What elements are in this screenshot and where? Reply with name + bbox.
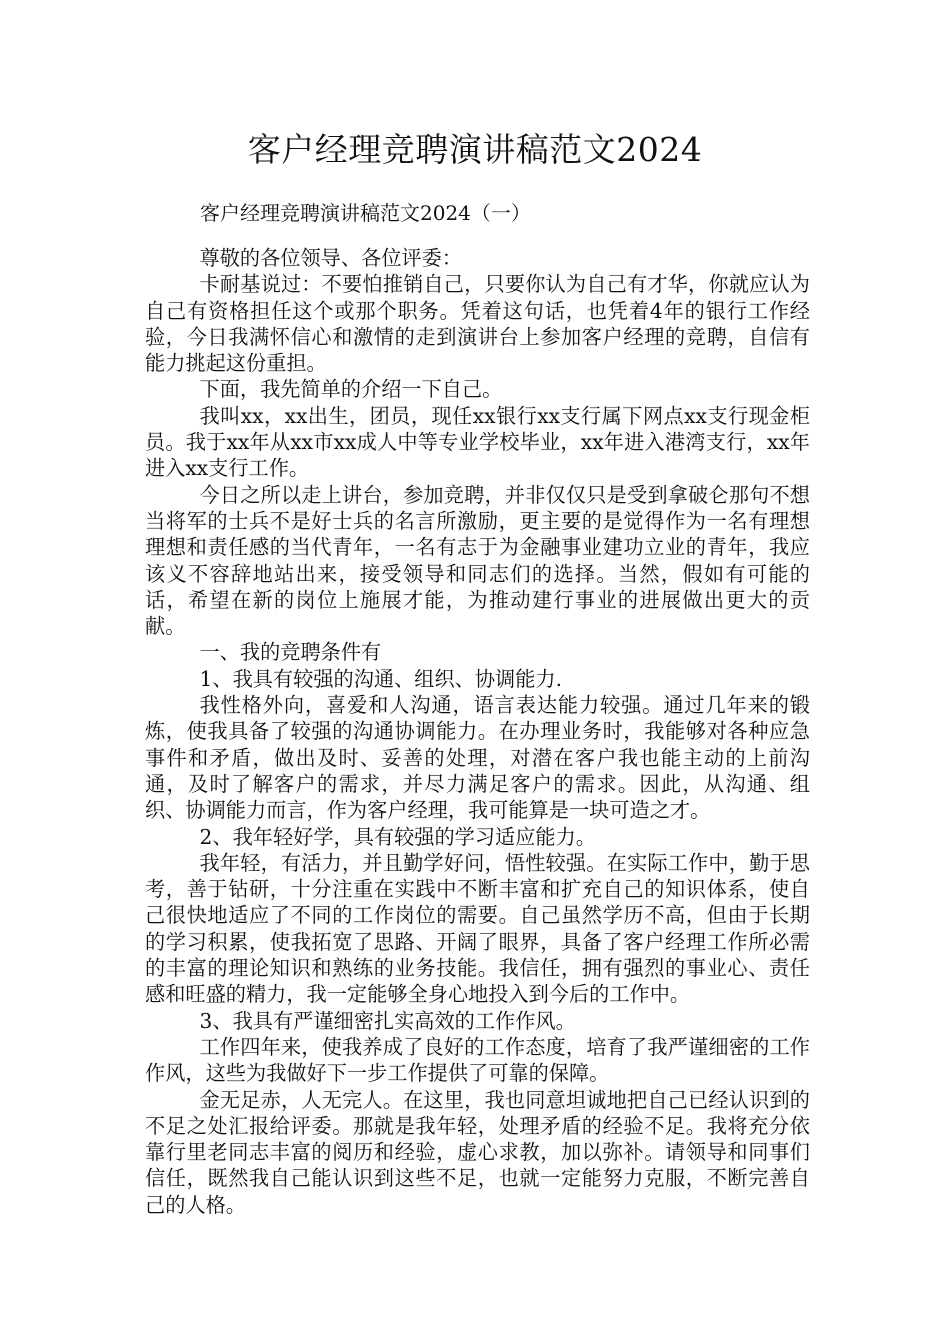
paragraph-self-intro: 我叫xx，xx出生，团员，现任xx银行xx支行属下网点xx支行现金柜员。我于xx年从xx市xx成人中等专业学校毕业，xx年进入港湾支行，xx年进入xx支行工作。 <box>145 403 810 481</box>
paragraph-communication: 我性格外向，喜爱和人沟通，语言表达能力较强。通过几年来的锻炼，使我具备了较强的沟通协调能力。在办理业务时，我能够对各种应急事件和矛盾，做出及时、妥善的处理，对潜在客户我也能主动的上前沟通，及时了解客户的需求，并尽力满足客户的需求。因此，从沟通、组织、协调能力而言，作为客户经理，我可能算是一块可造之才。 <box>145 693 810 823</box>
document-body <box>145 245 810 1218</box>
item-heading-communication: 1、我具有较强的沟通、组织、协调能力. <box>199 666 562 691</box>
paragraph-salutation: 尊敬的各位领导、各位评委： <box>199 246 462 270</box>
item-heading-work-style: 3、我具有严谨细密扎实高效的工作作风。 <box>199 1008 576 1033</box>
paragraph-motivation: 今日之所以走上讲台，参加竞聘，并非仅仅只是受到拿破仑那句不想当将军的士兵不是好士兵的名言所激励，更主要的是觉得作为一名有理想理想和责任感的当代青年，一名有志于为金融事业建功立业的青年，我应该义不容辞地站出来，接受领导和同志们的选择。当然，假如有可能的话，希望在新的岗位上施展才能，为推动建行事业的进展做出更大的贡献。 <box>145 482 810 639</box>
paragraph-shortcomings: 金无足赤，人无完人。在这里，我也同意坦诚地把自己已经认识到的不足之处汇报给评委。那就是我年轻，处理矛盾的经验不足。我将充分依靠行里老同志丰富的阅历和经验，虚心求教，加以弥补。请领导和同事们信任，既然我自己能认识到这些不足，也就一定能努力克服，不断完善自己的人格。 <box>145 1087 810 1217</box>
item-heading-learning: 2、我年轻好学，具有较强的学习适应能力。 <box>199 824 596 849</box>
paragraph-intro-quote: 卡耐基说过：不要怕推销自己，只要你认为自己有才华，你就应认为自己有资格担任这个或那个职务。凭着这句话，也凭着4年的银行工作经验，今日我满怀信心和激情的走到演讲台上参加客户经理的竞聘，自信有能力挑起这份重担。 <box>145 272 810 376</box>
document-subtitle: 客户经理竞聘演讲稿范文2024（一） <box>200 201 531 225</box>
section-heading-qualifications: 一、我的竞聘条件有 <box>199 640 382 665</box>
paragraph-learning: 我年轻，有活力，并且勤学好问，悟性较强。在实际工作中，勤于思考，善于钻研，十分注重在实践中不断丰富和扩充自己的知识体系，使自己很快地适应了不同的工作岗位的需要。自己虽然学历不高，但由于长期的学习积累，使我拓宽了思路、开阔了眼界，具备了客户经理工作所必需的丰富的理论知识和熟练的业务技能。我信任，拥有强烈的事业心、责任感和旺盛的精力，我一定能够全身心地投入到今后的工作中。 <box>145 850 810 1007</box>
document-title: 客户经理竞聘演讲稿范文2024 <box>247 130 703 169</box>
paragraph-self-intro-lead: 下面，我先简单的介绍一下自己。 <box>199 377 503 402</box>
paragraph-work-style: 工作四年来，使我养成了良好的工作态度，培育了我严谨细密的工作作风，这些为我做好下一步工作提供了可靠的保障。 <box>145 1034 810 1086</box>
